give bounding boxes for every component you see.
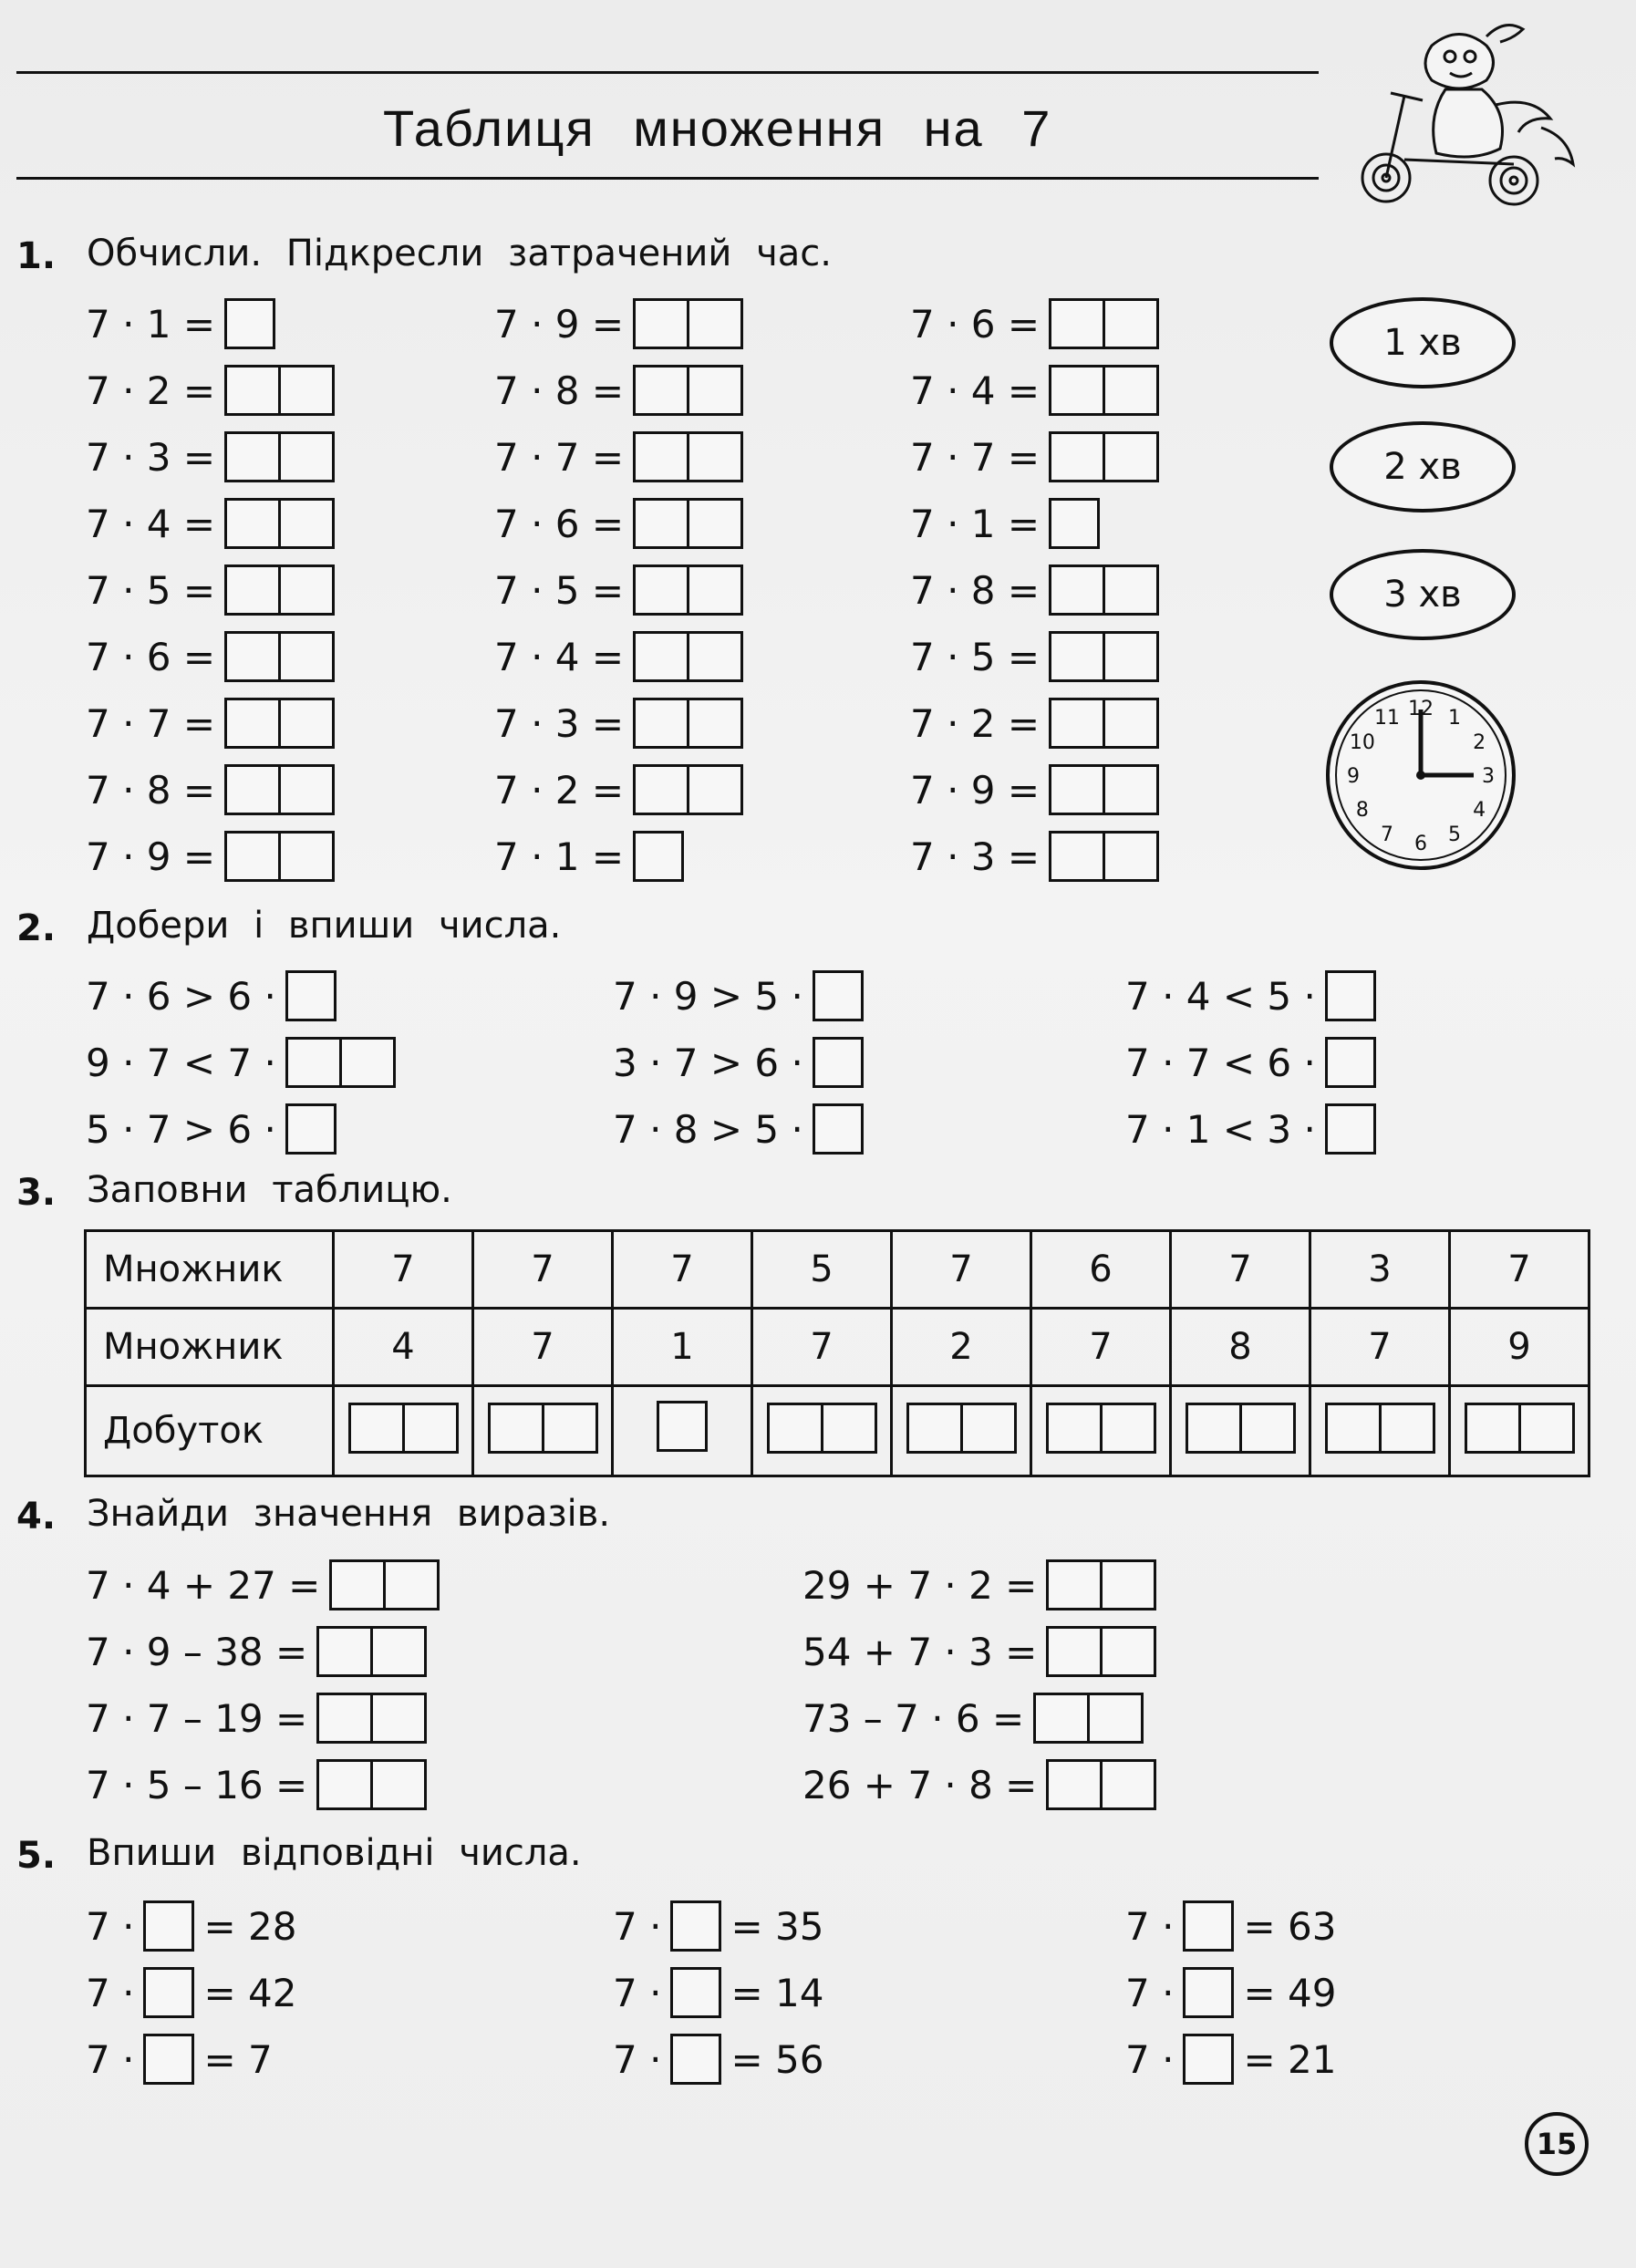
answer-box[interactable] [224, 498, 335, 549]
answer-box[interactable] [633, 698, 743, 749]
task2-comparison: 7 · 9 > 5 · [613, 968, 864, 1023]
clock-number: 7 [1381, 823, 1393, 847]
task4-expression: 26 + 7 · 8 = [802, 1757, 1156, 1812]
multiplication-table [84, 1229, 1590, 1477]
task1-expression: 7 · 8 = [494, 363, 743, 418]
answer-box[interactable] [633, 764, 743, 815]
row-label: Множник [86, 1309, 334, 1386]
task4-expression: 7 · 4 + 27 = [86, 1558, 440, 1612]
table-row-multiplier-1 [86, 1231, 1589, 1309]
table-cell: 7 [1310, 1309, 1450, 1386]
table-cell [892, 1386, 1031, 1476]
clock-number: 2 [1473, 731, 1486, 754]
answer-box[interactable] [1465, 1403, 1575, 1454]
task2-comparison: 7 · 8 > 5 · [613, 1102, 864, 1156]
task4-expression: 73 – 7 · 6 = [802, 1691, 1144, 1745]
task4-number: 4. [16, 1496, 57, 1538]
task1-instruction: Обчисли. Підкресли затрачений час. [87, 233, 832, 274]
table-cell: 9 [1450, 1309, 1589, 1386]
answer-box[interactable] [285, 1103, 337, 1155]
task5-number: 5. [16, 1835, 57, 1877]
answer-box[interactable] [1046, 1559, 1156, 1610]
task4-expression: 7 · 9 – 38 = [86, 1624, 427, 1679]
task1-expression: 7 · 9 = [86, 829, 335, 884]
answer-box[interactable] [224, 631, 335, 682]
table-cell: 8 [1171, 1309, 1310, 1386]
answer-box[interactable] [1046, 1403, 1156, 1454]
answer-box[interactable] [1033, 1693, 1144, 1744]
table-cell: 7 [613, 1231, 752, 1309]
answer-box[interactable] [1049, 298, 1159, 349]
answer-box[interactable] [348, 1403, 459, 1454]
task1-expression: 7 · 5 = [910, 629, 1159, 684]
task2-comparison: 7 · 6 > 6 · [86, 968, 337, 1023]
task2-instruction: Добери і впиши числа. [87, 905, 562, 947]
answer-box[interactable] [633, 631, 743, 682]
answer-box[interactable] [1049, 365, 1159, 416]
answer-box[interactable] [1325, 1103, 1376, 1155]
answer-box[interactable] [224, 564, 335, 616]
answer-box[interactable] [1183, 1900, 1234, 1952]
answer-box[interactable] [1325, 970, 1376, 1021]
task5-equation: 7 · = 14 [613, 1965, 823, 2020]
table-cell: 7 [1031, 1309, 1171, 1386]
answer-box[interactable] [1049, 564, 1159, 616]
task1-expression: 7 · 2 = [494, 762, 743, 817]
table-cell [1031, 1386, 1171, 1476]
table-cell: 7 [752, 1309, 892, 1386]
table-cell [1310, 1386, 1450, 1476]
table-cell: 7 [1450, 1231, 1589, 1309]
task1-expression: 7 · 9 = [494, 296, 743, 351]
answer-box[interactable] [657, 1401, 708, 1452]
title-rule-bottom [16, 177, 1319, 180]
table-cell: 7 [334, 1231, 473, 1309]
task4-instruction: Знайди значення виразів. [87, 1493, 611, 1535]
answer-box[interactable] [224, 764, 335, 815]
answer-box[interactable] [1325, 1037, 1376, 1088]
answer-box[interactable] [143, 1900, 194, 1952]
answer-box[interactable] [224, 698, 335, 749]
task1-expression: 7 · 6 = [494, 496, 743, 551]
page-title: Таблиця множення на 7 [383, 99, 1052, 157]
answer-box[interactable] [316, 1759, 427, 1810]
row-label: Множник [86, 1231, 334, 1309]
task2-comparison: 3 · 7 > 6 · [613, 1035, 864, 1090]
table-row-multiplier-2 [86, 1309, 1589, 1386]
task2-comparison: 7 · 4 < 5 · [1125, 968, 1376, 1023]
answer-box[interactable] [670, 1900, 721, 1952]
task2-comparison: 7 · 1 < 3 · [1125, 1102, 1376, 1156]
answer-box[interactable] [143, 1967, 194, 2018]
answer-box[interactable] [1049, 764, 1159, 815]
answer-box[interactable] [633, 431, 743, 482]
task1-expression: 7 · 6 = [86, 629, 335, 684]
answer-box[interactable] [224, 365, 335, 416]
answer-box[interactable] [906, 1403, 1017, 1454]
answer-box[interactable] [633, 365, 743, 416]
table-cell: 1 [613, 1309, 752, 1386]
task1-expression: 7 · 1 = [494, 829, 684, 884]
answer-box[interactable] [1186, 1403, 1296, 1454]
task3-instruction: Заповни таблицю. [87, 1169, 452, 1211]
table-cell: 3 [1310, 1231, 1450, 1309]
task5-equation: 7 · = 56 [613, 2032, 823, 2087]
task1-expression: 7 · 9 = [910, 762, 1159, 817]
title-rule-top [16, 71, 1319, 74]
task1-expression: 7 · 8 = [86, 762, 335, 817]
task2-comparison: 5 · 7 > 6 · [86, 1102, 337, 1156]
table-cell: 7 [1171, 1231, 1310, 1309]
dragon-scooter-illustration [1350, 18, 1587, 210]
answer-box[interactable] [329, 1559, 440, 1610]
task1-expression: 7 · 2 = [910, 696, 1159, 751]
task5-equation: 7 · = 49 [1125, 1965, 1336, 2020]
clock-number: 10 [1349, 731, 1375, 754]
task1-expression: 7 · 6 = [910, 296, 1159, 351]
task1-expression: 7 · 7 = [494, 430, 743, 484]
task3-number: 3. [16, 1172, 57, 1214]
task4-expression: 7 · 5 – 16 = [86, 1757, 427, 1812]
answer-box[interactable] [143, 2034, 194, 2085]
task5-instruction: Впиши відповідні числа. [87, 1832, 582, 1874]
answer-box[interactable] [1046, 1759, 1156, 1810]
table-cell: 4 [334, 1309, 473, 1386]
table-cell [473, 1386, 613, 1476]
task5-equation: 7 · = 7 [86, 2032, 273, 2087]
answer-box[interactable] [285, 970, 337, 1021]
table-cell [1171, 1386, 1310, 1476]
answer-box[interactable] [1046, 1626, 1156, 1677]
answer-box[interactable] [1049, 698, 1159, 749]
table-cell: 7 [892, 1231, 1031, 1309]
table-cell [752, 1386, 892, 1476]
task1-expression: 7 · 1 = [86, 296, 275, 351]
task4-expression: 7 · 7 – 19 = [86, 1691, 427, 1745]
task1-expression: 7 · 5 = [494, 563, 743, 617]
answer-box[interactable] [1049, 498, 1100, 549]
task1-expression: 7 · 4 = [910, 363, 1159, 418]
table-cell: 7 [473, 1231, 613, 1309]
task1-expression: 7 · 2 = [86, 363, 335, 418]
answer-box[interactable] [633, 831, 684, 882]
answer-box[interactable] [1049, 631, 1159, 682]
task2-number: 2. [16, 907, 57, 949]
clock-icon [1320, 675, 1521, 875]
clock-number: 12 [1408, 698, 1434, 720]
table-cell [334, 1386, 473, 1476]
row-label: Добуток [86, 1386, 334, 1476]
table-cell: 5 [752, 1231, 892, 1309]
answer-box[interactable] [488, 1403, 598, 1454]
task4-expression: 54 + 7 · 3 = [802, 1624, 1156, 1679]
table-cell: 7 [473, 1309, 613, 1386]
task1-expression: 7 · 3 = [494, 696, 743, 751]
answer-box[interactable] [1049, 431, 1159, 482]
task2-comparison: 7 · 7 < 6 · [1125, 1035, 1376, 1090]
clock-number: 3 [1482, 765, 1495, 788]
clock-number: 6 [1414, 833, 1427, 855]
task1-expression: 7 · 7 = [910, 430, 1159, 484]
table-cell [1450, 1386, 1589, 1476]
answer-box[interactable] [1183, 1967, 1234, 2018]
clock-number: 9 [1347, 765, 1360, 788]
answer-box[interactable] [767, 1403, 877, 1454]
answer-box[interactable] [224, 431, 335, 482]
answer-box[interactable] [316, 1626, 427, 1677]
task1-expression: 7 · 7 = [86, 696, 335, 751]
answer-box[interactable] [1183, 2034, 1234, 2085]
task1-expression: 7 · 4 = [494, 629, 743, 684]
answer-box[interactable] [633, 498, 743, 549]
answer-box[interactable] [224, 831, 335, 882]
task5-equation: 7 · = 28 [86, 1899, 296, 1953]
task1-expression: 7 · 8 = [910, 563, 1159, 617]
clock-number: 11 [1374, 706, 1400, 730]
answer-box[interactable] [670, 2034, 721, 2085]
time-option-3min[interactable]: 3 хв [1330, 549, 1516, 640]
task5-equation: 7 · = 42 [86, 1965, 296, 2020]
answer-box[interactable] [813, 1037, 864, 1088]
table-cell: 2 [892, 1309, 1031, 1386]
answer-box[interactable] [633, 564, 743, 616]
clock-number: 4 [1473, 799, 1486, 822]
task1-expression: 7 · 3 = [910, 829, 1159, 884]
table-cell [613, 1386, 752, 1476]
task1-expression: 7 · 1 = [910, 496, 1100, 551]
answer-box[interactable] [1049, 831, 1159, 882]
clock-number: 1 [1448, 706, 1461, 730]
answer-box[interactable] [285, 1037, 396, 1088]
task4-expression: 29 + 7 · 2 = [802, 1558, 1156, 1612]
answer-box[interactable] [224, 298, 275, 349]
answer-box[interactable] [670, 1967, 721, 2018]
time-option-2min[interactable]: 2 хв [1330, 421, 1516, 513]
answer-box[interactable] [813, 970, 864, 1021]
task2-comparison: 9 · 7 < 7 · [86, 1035, 396, 1090]
time-option-1min[interactable]: 1 хв [1330, 297, 1516, 388]
answer-box[interactable] [316, 1693, 427, 1744]
answer-box[interactable] [813, 1103, 864, 1155]
clock-number: 5 [1448, 823, 1461, 847]
page-number: 15 [1525, 2112, 1589, 2176]
task1-expression: 7 · 5 = [86, 563, 335, 617]
clock-number: 8 [1355, 799, 1369, 822]
table-cell: 6 [1031, 1231, 1171, 1309]
task1-number: 1. [16, 235, 57, 277]
table-row-product [86, 1386, 1589, 1476]
task5-equation: 7 · = 63 [1125, 1899, 1336, 1953]
task1-expression: 7 · 4 = [86, 496, 335, 551]
answer-box[interactable] [633, 298, 743, 349]
task5-equation: 7 · = 21 [1125, 2032, 1336, 2087]
answer-box[interactable] [1325, 1403, 1435, 1454]
task1-expression: 7 · 3 = [86, 430, 335, 484]
task5-equation: 7 · = 35 [613, 1899, 823, 1953]
